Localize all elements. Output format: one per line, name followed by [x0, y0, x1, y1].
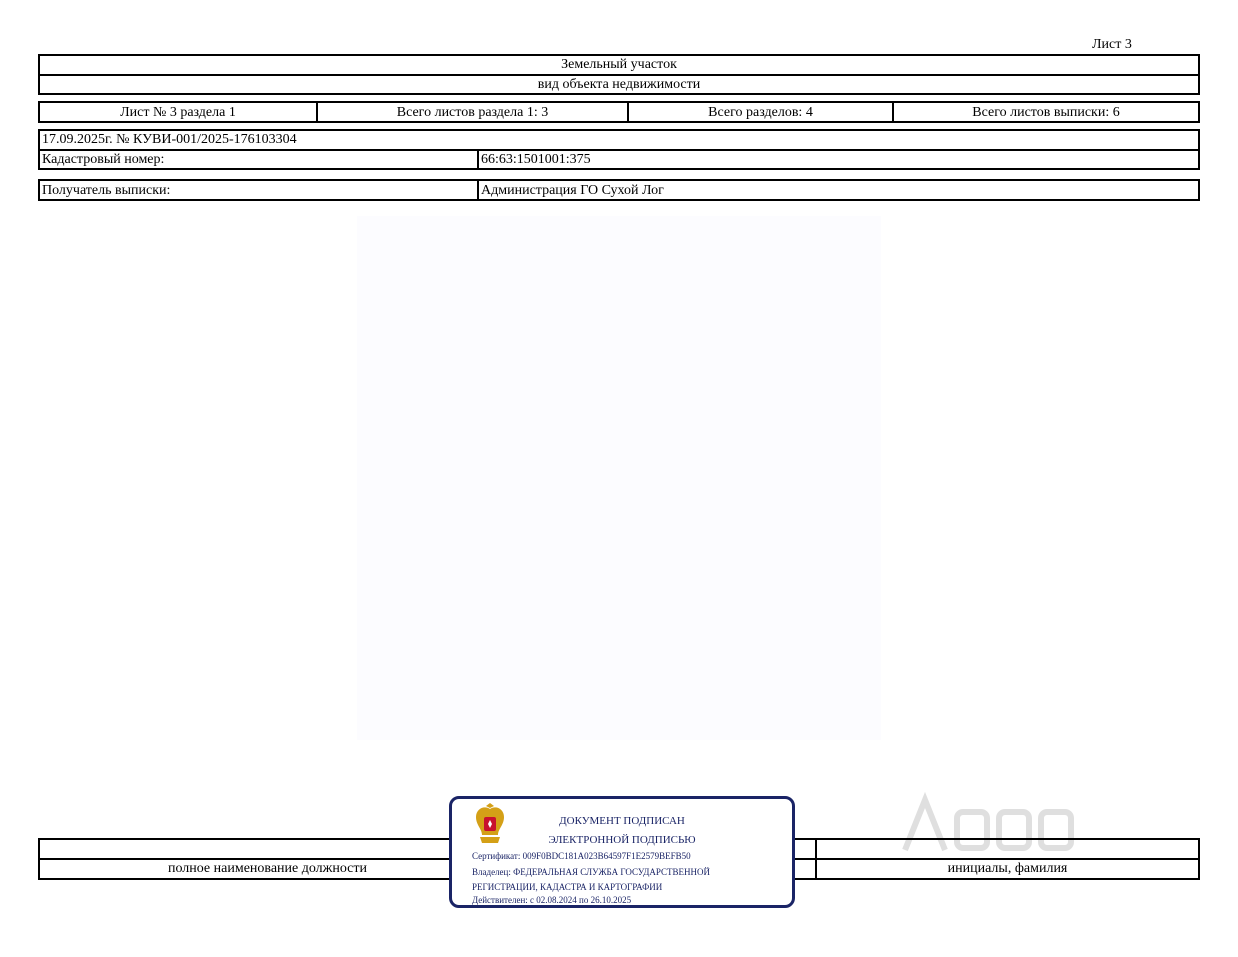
recipient-row — [38, 179, 1200, 201]
total-sections: Всего разделов: 4 — [708, 105, 813, 120]
sheet-of-section: Лист № 3 раздела 1 — [120, 105, 236, 120]
object-type: Земельный участок — [561, 57, 677, 72]
stamp-owner-line2: РЕГИСТРАЦИИ, КАДАСТРА И КАРТОГРАФИИ — [472, 882, 663, 892]
stamp-title-line1: ДОКУМЕНТ ПОДПИСАН — [559, 815, 685, 827]
stamp-owner-line1: Владелец: ФЕДЕРАЛЬНАЯ СЛУЖБА ГОСУДАРСТВЕННОЙ — [472, 867, 711, 877]
stamp-title-line2: ЭЛЕКТРОННОЙ ПОДПИСЬЮ — [548, 834, 696, 846]
doc-ref-table — [38, 129, 1200, 170]
position-caption: полное наименование должности — [167, 861, 368, 876]
stamp-certificate: Сертификат: 009F0BDC181A023B64597F1E2579BEFB50 — [472, 851, 691, 861]
object-type-table — [38, 54, 1200, 95]
divider — [477, 181, 479, 199]
name-caption: инициалы, фамилия — [947, 861, 1068, 876]
recipient-label: Получатель выписки: — [42, 183, 171, 198]
e-signature-stamp — [449, 796, 795, 908]
cadastral-number: 66:63:1501001:375 — [481, 152, 591, 167]
total-sheets-section: Всего листов раздела 1: 3 — [396, 105, 549, 120]
sheet-info-row — [38, 101, 1200, 123]
stamp-validity: Действителен: с 02.08.2024 по 26.10.2025 — [472, 895, 632, 905]
plan-image-area — [357, 216, 881, 740]
divider — [477, 151, 479, 168]
divider — [40, 149, 1198, 151]
page-label: Лист 3 — [1092, 37, 1132, 52]
object-type-caption: вид объекта недвижимости — [537, 77, 701, 92]
cadastral-label: Кадастровый номер: — [42, 152, 165, 167]
recipient-value: Администрация ГО Сухой Лог — [481, 183, 664, 198]
doc-reference: 17.09.2025г. № КУВИ-001/2025-176103304 — [42, 132, 297, 147]
total-sheets-extract: Всего листов выписки: 6 — [972, 105, 1120, 120]
